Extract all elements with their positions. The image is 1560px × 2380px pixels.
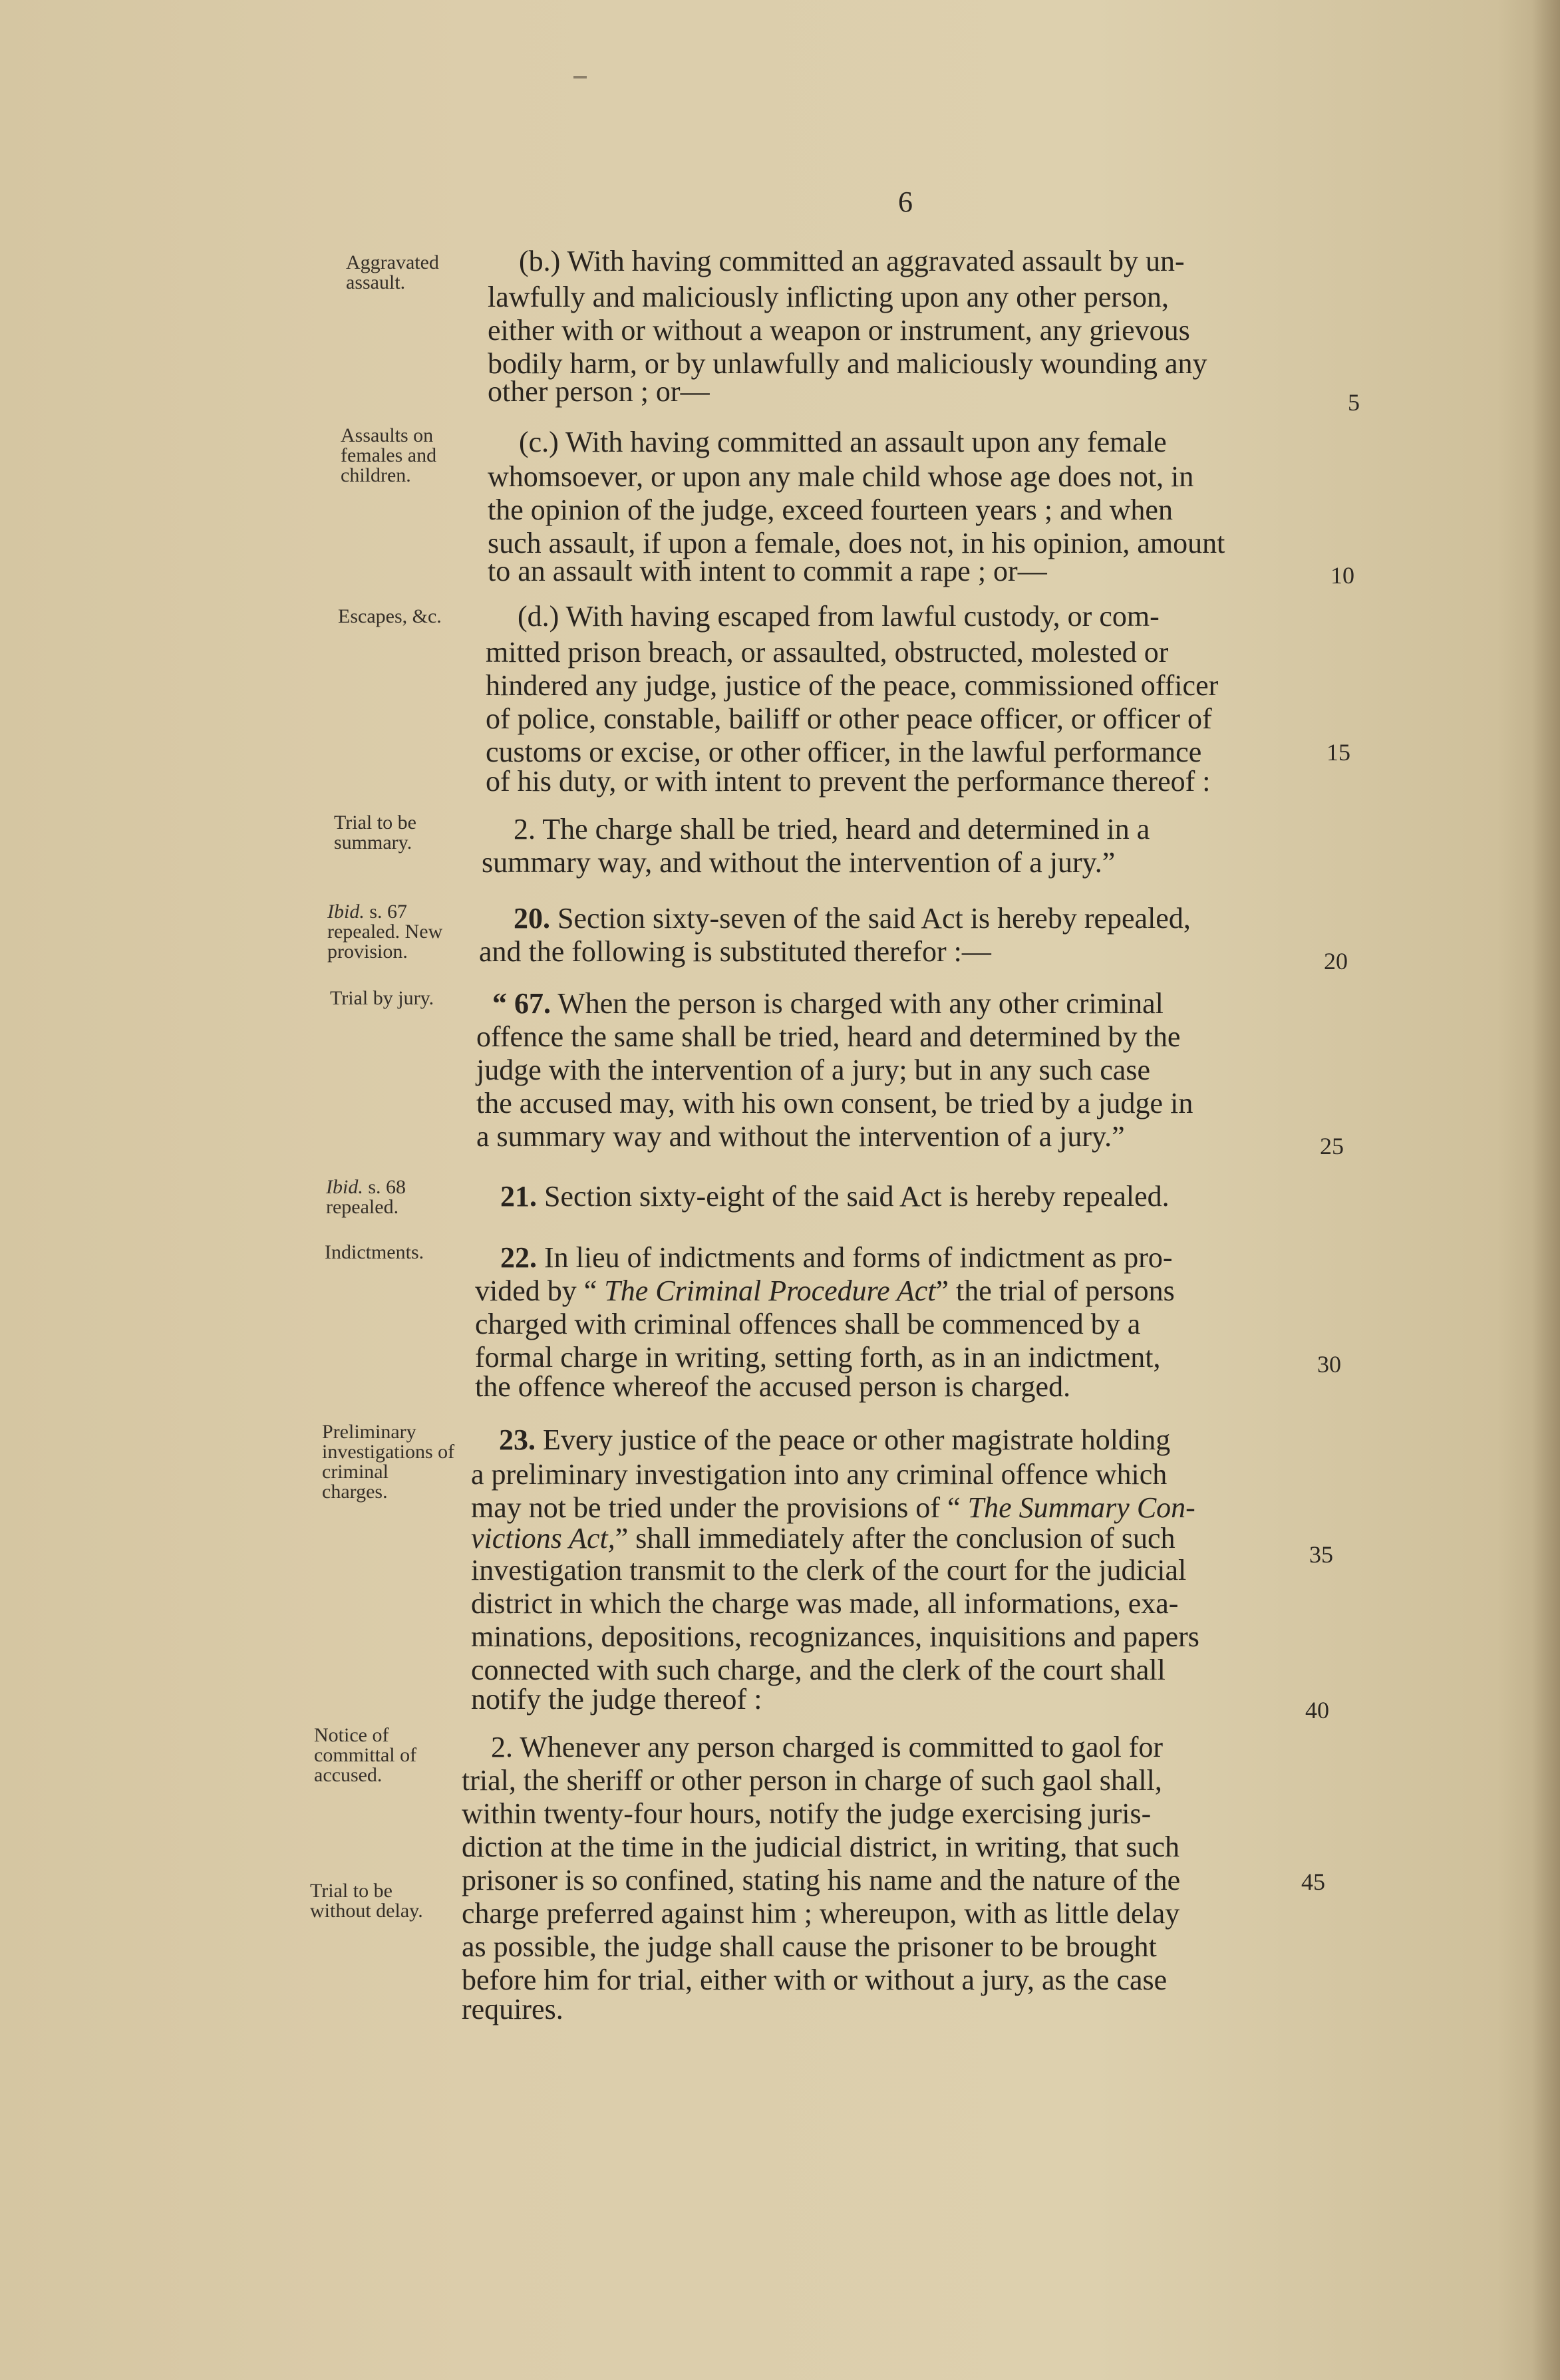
section-23-line-6: district in which the charge was made, all informations, exa- [471, 1587, 1179, 1620]
section-67-line-1 [492, 987, 1164, 1020]
para-d-line-5: customs or excise, or other officer, in the lawful performance [486, 736, 1202, 768]
line-number-25: 25 [1320, 1133, 1344, 1159]
section-22-line-4: formal charge in writing, setting forth, as in an indictment, [475, 1341, 1161, 1374]
section-67-text-1: When the person is charged with any other criminal [557, 987, 1164, 1020]
margin-note-trial-summary: Trial to be summary. [334, 812, 416, 853]
para-c-line-4: such assault, if upon a female, does not, in his opinion, amount [488, 527, 1225, 559]
para-c-line-3: the opinion of the judge, exceed fourteen years ; and when [488, 494, 1173, 526]
section-22-line-2 [475, 1274, 1175, 1308]
section-23-2-line-7: as possible, the judge shall cause the prisoner to be brought [462, 1930, 1157, 1963]
para-c-line-2: whomsoever, or upon any male child whose age does not, in [488, 460, 1194, 493]
section-22-text-2a: vided by “ [475, 1274, 605, 1307]
para-d-line-1: (d.) With having escaped from lawful custody, or com- [518, 600, 1160, 633]
section-22-act-name: The Criminal Procedure Act [604, 1274, 936, 1307]
margin-note-trial-jury: Trial by jury. [330, 987, 434, 1009]
margin-note-aggravated: Aggravated assault. [346, 251, 439, 293]
margin-note-preliminary: Preliminary investigations of criminal charges. [322, 1421, 455, 1503]
para-b-line-1: (b.) With having committed an aggravated assault by un- [519, 245, 1185, 277]
printer-mark [573, 76, 587, 78]
para-d-line-3: hindered any judge, justice of the peace, commissioned officer [486, 669, 1219, 702]
section-67-number: “ 67. [492, 987, 551, 1020]
section-23-text-4b: ” shall immediately after the conclusion of such [615, 1522, 1175, 1555]
line-number-35: 35 [1309, 1541, 1333, 1568]
page-number: 6 [898, 186, 913, 218]
section-20-text-1: Section sixty-seven of the said Act is hereby repealed, [557, 902, 1191, 935]
margin-note-trial-delay: Trial to be without delay. [310, 1880, 423, 1922]
line-number-5: 5 [1348, 389, 1360, 416]
line-number-40: 40 [1305, 1697, 1329, 1723]
section-23-line-9: notify the judge thereof : [471, 1683, 762, 1715]
line-number-45: 45 [1301, 1868, 1325, 1895]
margin-note-ibid-67 [327, 902, 467, 962]
section-23-line-5: investigation transmit to the clerk of the court for the judicial [471, 1554, 1187, 1586]
margin-note-assaults: Assaults on females and children. [341, 424, 437, 486]
section-22-line-5: the offence whereof the accused person is charged. [475, 1370, 1071, 1403]
line-number-30: 30 [1317, 1351, 1341, 1378]
margin-note-ibid-67-ibid: Ibid. [327, 901, 365, 923]
section-23-act-name-2: victions Act, [471, 1522, 615, 1555]
section-23-2-line-3: within twenty-four hours, notify the judge exercising juris- [462, 1797, 1152, 1830]
margin-note-ibid-68-ibid: Ibid. [326, 1176, 363, 1198]
para-c-line-1: (c.) With having committed an assault upon any female [519, 426, 1167, 458]
section-23-2-line-2: trial, the sheriff or other person in charge of such gaol shall, [462, 1764, 1162, 1797]
para-c-line-5: to an assault with intent to commit a rape ; or— [488, 555, 1047, 587]
section-23-line-3 [471, 1491, 1195, 1525]
margin-note-ibid-67-text: s. 67 repealed. New provision. [327, 901, 443, 963]
binding-shadow [1532, 0, 1560, 2380]
para-d-line-4: of police, constable, bailiff or other peace officer, or officer of [486, 702, 1212, 735]
section-23-text-3a: may not be tried under the provisions of “ [471, 1491, 968, 1524]
section-21-text: Section sixty-eight of the said Act is hereby repealed. [544, 1180, 1170, 1213]
section-23-number: 23. [499, 1423, 536, 1456]
section-23-line-7: minations, depositions, recognizances, inquisitions and papers [471, 1620, 1199, 1653]
section-20-line-2: and the following is substituted therefor :— [479, 935, 991, 968]
margin-note-indictments: Indictments. [325, 1241, 424, 1263]
para-d-line-6: of his duty, or with intent to prevent the performance thereof : [486, 765, 1211, 798]
section-23-line-8: connected with such charge, and the clerk of the court shall [471, 1654, 1166, 1686]
section-22-text-1: In lieu of indictments and forms of indictment as pro- [544, 1241, 1173, 1274]
section-22-line-1 [500, 1241, 1173, 1274]
section-22-line-3: charged with criminal offences shall be commenced by a [475, 1308, 1141, 1340]
margin-note-ibid-68-text: s. 68 repealed. [326, 1176, 406, 1218]
section-22-text-2b: ” the trial of persons [935, 1274, 1175, 1307]
para-b-line-2: lawfully and maliciously inflicting upon any other person, [488, 281, 1170, 313]
section-23-2-line-4: diction at the time in the judicial district, in writing, that such [462, 1831, 1180, 1863]
section-23-2-line-1: 2. Whenever any person charged is committed to gaol for [491, 1731, 1164, 1763]
section-23-2-line-5: prisoner is so confined, stating his name and the nature of the [462, 1864, 1181, 1896]
section-20-number: 20. [514, 902, 550, 935]
section-67-line-4: the accused may, with his own consent, be tried by a judge in [476, 1087, 1193, 1119]
section-67-line-3: judge with the intervention of a jury; but in any such case [476, 1054, 1150, 1086]
para-b-line-5: other person ; or— [488, 375, 710, 408]
section-23-text-1: Every justice of the peace or other magistrate holding [543, 1423, 1171, 1456]
para-d-line-2: mitted prison breach, or assaulted, obstructed, molested or [486, 636, 1169, 669]
section-23-2-line-6: charge preferred against him ; whereupon, with as little delay [462, 1897, 1180, 1930]
section-23-2-line-9: requires. [462, 1993, 563, 2025]
line-number-10: 10 [1330, 562, 1354, 589]
section-23-line-4 [471, 1522, 1175, 1555]
section-20-line-1 [514, 902, 1191, 935]
section-23-line-1 [499, 1423, 1170, 1457]
section-67-line-2: offence the same shall be tried, heard and determined by the [476, 1020, 1181, 1053]
margin-note-notice: Notice of committal of accused. [314, 1724, 417, 1786]
section-23-2-line-8: before him for trial, either with or without a jury, as the case [462, 1964, 1168, 1996]
line-number-20: 20 [1324, 948, 1348, 974]
section-21-line-1 [500, 1180, 1170, 1213]
section-67-line-5: a summary way and without the intervention of a jury.” [476, 1120, 1125, 1153]
para-b-line-4: bodily harm, or by unlawfully and maliciously wounding any [488, 347, 1207, 380]
margin-note-ibid-68 [326, 1177, 459, 1217]
section-23-act-name-1: The Summary Con- [967, 1491, 1195, 1524]
clause-2-line-2: summary way, and without the intervention of a jury.” [482, 846, 1116, 879]
section-22-number: 22. [500, 1241, 537, 1274]
section-21-number: 21. [500, 1180, 537, 1213]
margin-note-escapes: Escapes, &c. [338, 605, 442, 627]
para-b-line-3: either with or without a weapon or instrument, any grievous [488, 314, 1190, 347]
clause-2-line-1: 2. The charge shall be tried, heard and determined in a [514, 813, 1150, 845]
line-number-15: 15 [1326, 739, 1350, 766]
section-23-line-2: a preliminary investigation into any criminal offence which [471, 1458, 1168, 1491]
